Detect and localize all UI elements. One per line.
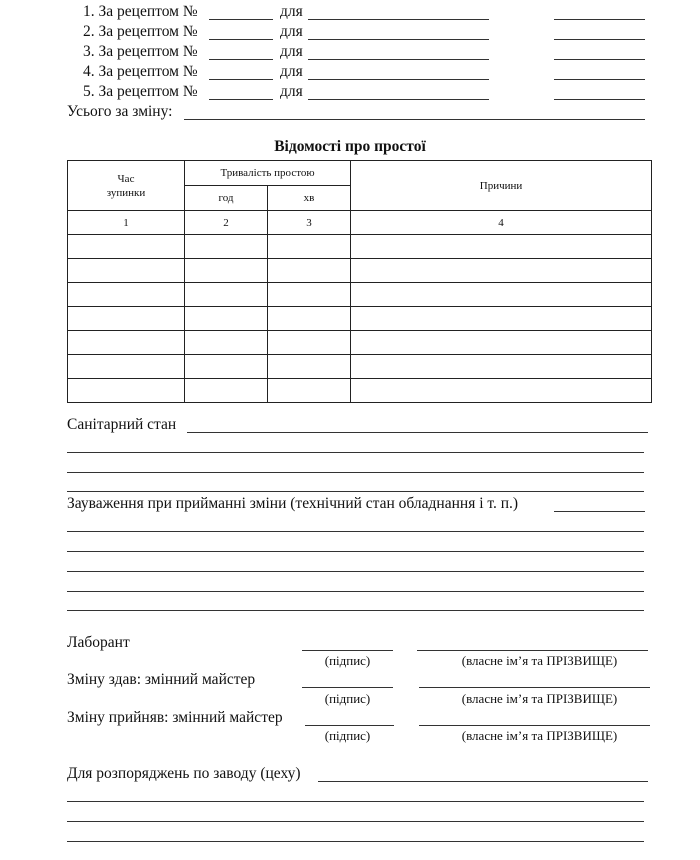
table-cell[interactable] (268, 355, 351, 379)
remarks-field[interactable] (67, 571, 644, 572)
recipe-for-label: для (280, 63, 303, 80)
name-caption: (власне ім’я та ПРІЗВИЩЕ) (461, 728, 618, 743)
sanitary-field[interactable] (67, 491, 644, 492)
table-cell[interactable] (68, 283, 185, 307)
table-cell[interactable] (185, 307, 268, 331)
recipe-for-label: для (280, 43, 303, 60)
remarks-label: Зауваження при прийманні зміни (технічний стан обладнання і т. п.) (67, 495, 519, 512)
recipe-label: 2. За рецептом № (83, 23, 198, 40)
table-cell[interactable] (268, 283, 351, 307)
table-cell[interactable] (351, 379, 652, 403)
downtime-title: Відомості про простої (274, 138, 426, 155)
table-cell[interactable] (185, 355, 268, 379)
column-number: 2 (185, 211, 268, 235)
recipe-product-field[interactable] (308, 19, 489, 20)
recipe-amount-field[interactable] (554, 99, 645, 100)
signature-caption: (підпис) (324, 653, 371, 668)
table-cell[interactable] (68, 259, 185, 283)
sanitary-field[interactable] (67, 452, 644, 453)
recipe-label: 4. За рецептом № (83, 63, 198, 80)
table-cell[interactable] (351, 307, 652, 331)
table-cell[interactable] (185, 259, 268, 283)
table-cell[interactable] (68, 235, 185, 259)
orders-label: Для розпоряджень по заводу (цеху) (67, 765, 301, 782)
recipe-number-field[interactable] (209, 59, 273, 60)
table-cell[interactable] (268, 259, 351, 283)
recipe-product-field[interactable] (308, 99, 489, 100)
shift-total-label: Усього за зміну: (67, 103, 173, 120)
orders-field[interactable] (318, 781, 648, 782)
signature-caption: (підпис) (324, 728, 371, 743)
table-cell[interactable] (185, 331, 268, 355)
recipe-number-field[interactable] (209, 19, 273, 20)
remarks-field[interactable] (554, 511, 645, 512)
header-minutes: хв (268, 186, 351, 211)
shift-handed-label: Зміну здав: змінний майстер (67, 671, 256, 688)
name-field[interactable] (419, 725, 650, 726)
signature-field[interactable] (302, 650, 393, 651)
table-cell[interactable] (68, 331, 185, 355)
orders-field[interactable] (67, 841, 644, 842)
header-duration: Тривалість простою (185, 161, 351, 186)
recipe-number-field[interactable] (209, 39, 273, 40)
table-cell[interactable] (268, 235, 351, 259)
recipe-product-field[interactable] (308, 79, 489, 80)
recipe-amount-field[interactable] (554, 79, 645, 80)
sanitary-field[interactable] (67, 472, 644, 473)
recipe-label: 3. За рецептом № (83, 43, 198, 60)
header-hours: год (185, 186, 268, 211)
column-number: 1 (68, 211, 185, 235)
signature-field[interactable] (302, 687, 393, 688)
table-cell[interactable] (351, 259, 652, 283)
name-field[interactable] (419, 687, 650, 688)
table-cell[interactable] (351, 355, 652, 379)
column-number: 3 (268, 211, 351, 235)
table-cell[interactable] (268, 331, 351, 355)
header-reasons: Причини (351, 161, 652, 211)
table-cell[interactable] (351, 235, 652, 259)
recipe-number-field[interactable] (209, 79, 273, 80)
name-caption: (власне ім’я та ПРІЗВИЩЕ) (461, 691, 618, 706)
table-cell[interactable] (185, 283, 268, 307)
name-caption: (власне ім’я та ПРІЗВИЩЕ) (461, 653, 618, 668)
remarks-field[interactable] (67, 610, 644, 611)
recipe-label: 5. За рецептом № (83, 83, 198, 100)
recipe-number-field[interactable] (209, 99, 273, 100)
shift-accepted-label: Зміну прийняв: змінний майстер (67, 709, 283, 726)
table-cell[interactable] (68, 307, 185, 331)
table-cell[interactable] (351, 283, 652, 307)
recipe-product-field[interactable] (308, 59, 489, 60)
lab-assistant-label: Лаборант (67, 634, 130, 651)
recipe-for-label: для (280, 83, 303, 100)
signature-field[interactable] (305, 725, 394, 726)
table-cell[interactable] (185, 379, 268, 403)
orders-field[interactable] (67, 801, 644, 802)
table-cell[interactable] (68, 355, 185, 379)
shift-total-field[interactable] (184, 119, 645, 120)
remarks-field[interactable] (67, 551, 644, 552)
table-cell[interactable] (351, 331, 652, 355)
recipe-label: 1. За рецептом № (83, 3, 198, 20)
remarks-field[interactable] (67, 531, 644, 532)
name-field[interactable] (417, 650, 648, 651)
recipe-amount-field[interactable] (554, 19, 645, 20)
table-cell[interactable] (268, 379, 351, 403)
table-cell[interactable] (268, 307, 351, 331)
recipe-product-field[interactable] (308, 39, 489, 40)
table-cell[interactable] (68, 379, 185, 403)
table-cell[interactable] (185, 235, 268, 259)
column-number: 4 (351, 211, 652, 235)
signature-caption: (підпис) (324, 691, 371, 706)
recipe-amount-field[interactable] (554, 59, 645, 60)
header-stop-time: Час зупинки (68, 161, 185, 211)
recipe-amount-field[interactable] (554, 39, 645, 40)
recipe-for-label: для (280, 3, 303, 20)
orders-field[interactable] (67, 821, 644, 822)
recipe-for-label: для (280, 23, 303, 40)
remarks-field[interactable] (67, 591, 644, 592)
sanitary-label: Санітарний стан (67, 416, 177, 433)
downtime-table (67, 160, 652, 403)
sanitary-field[interactable] (187, 432, 648, 433)
